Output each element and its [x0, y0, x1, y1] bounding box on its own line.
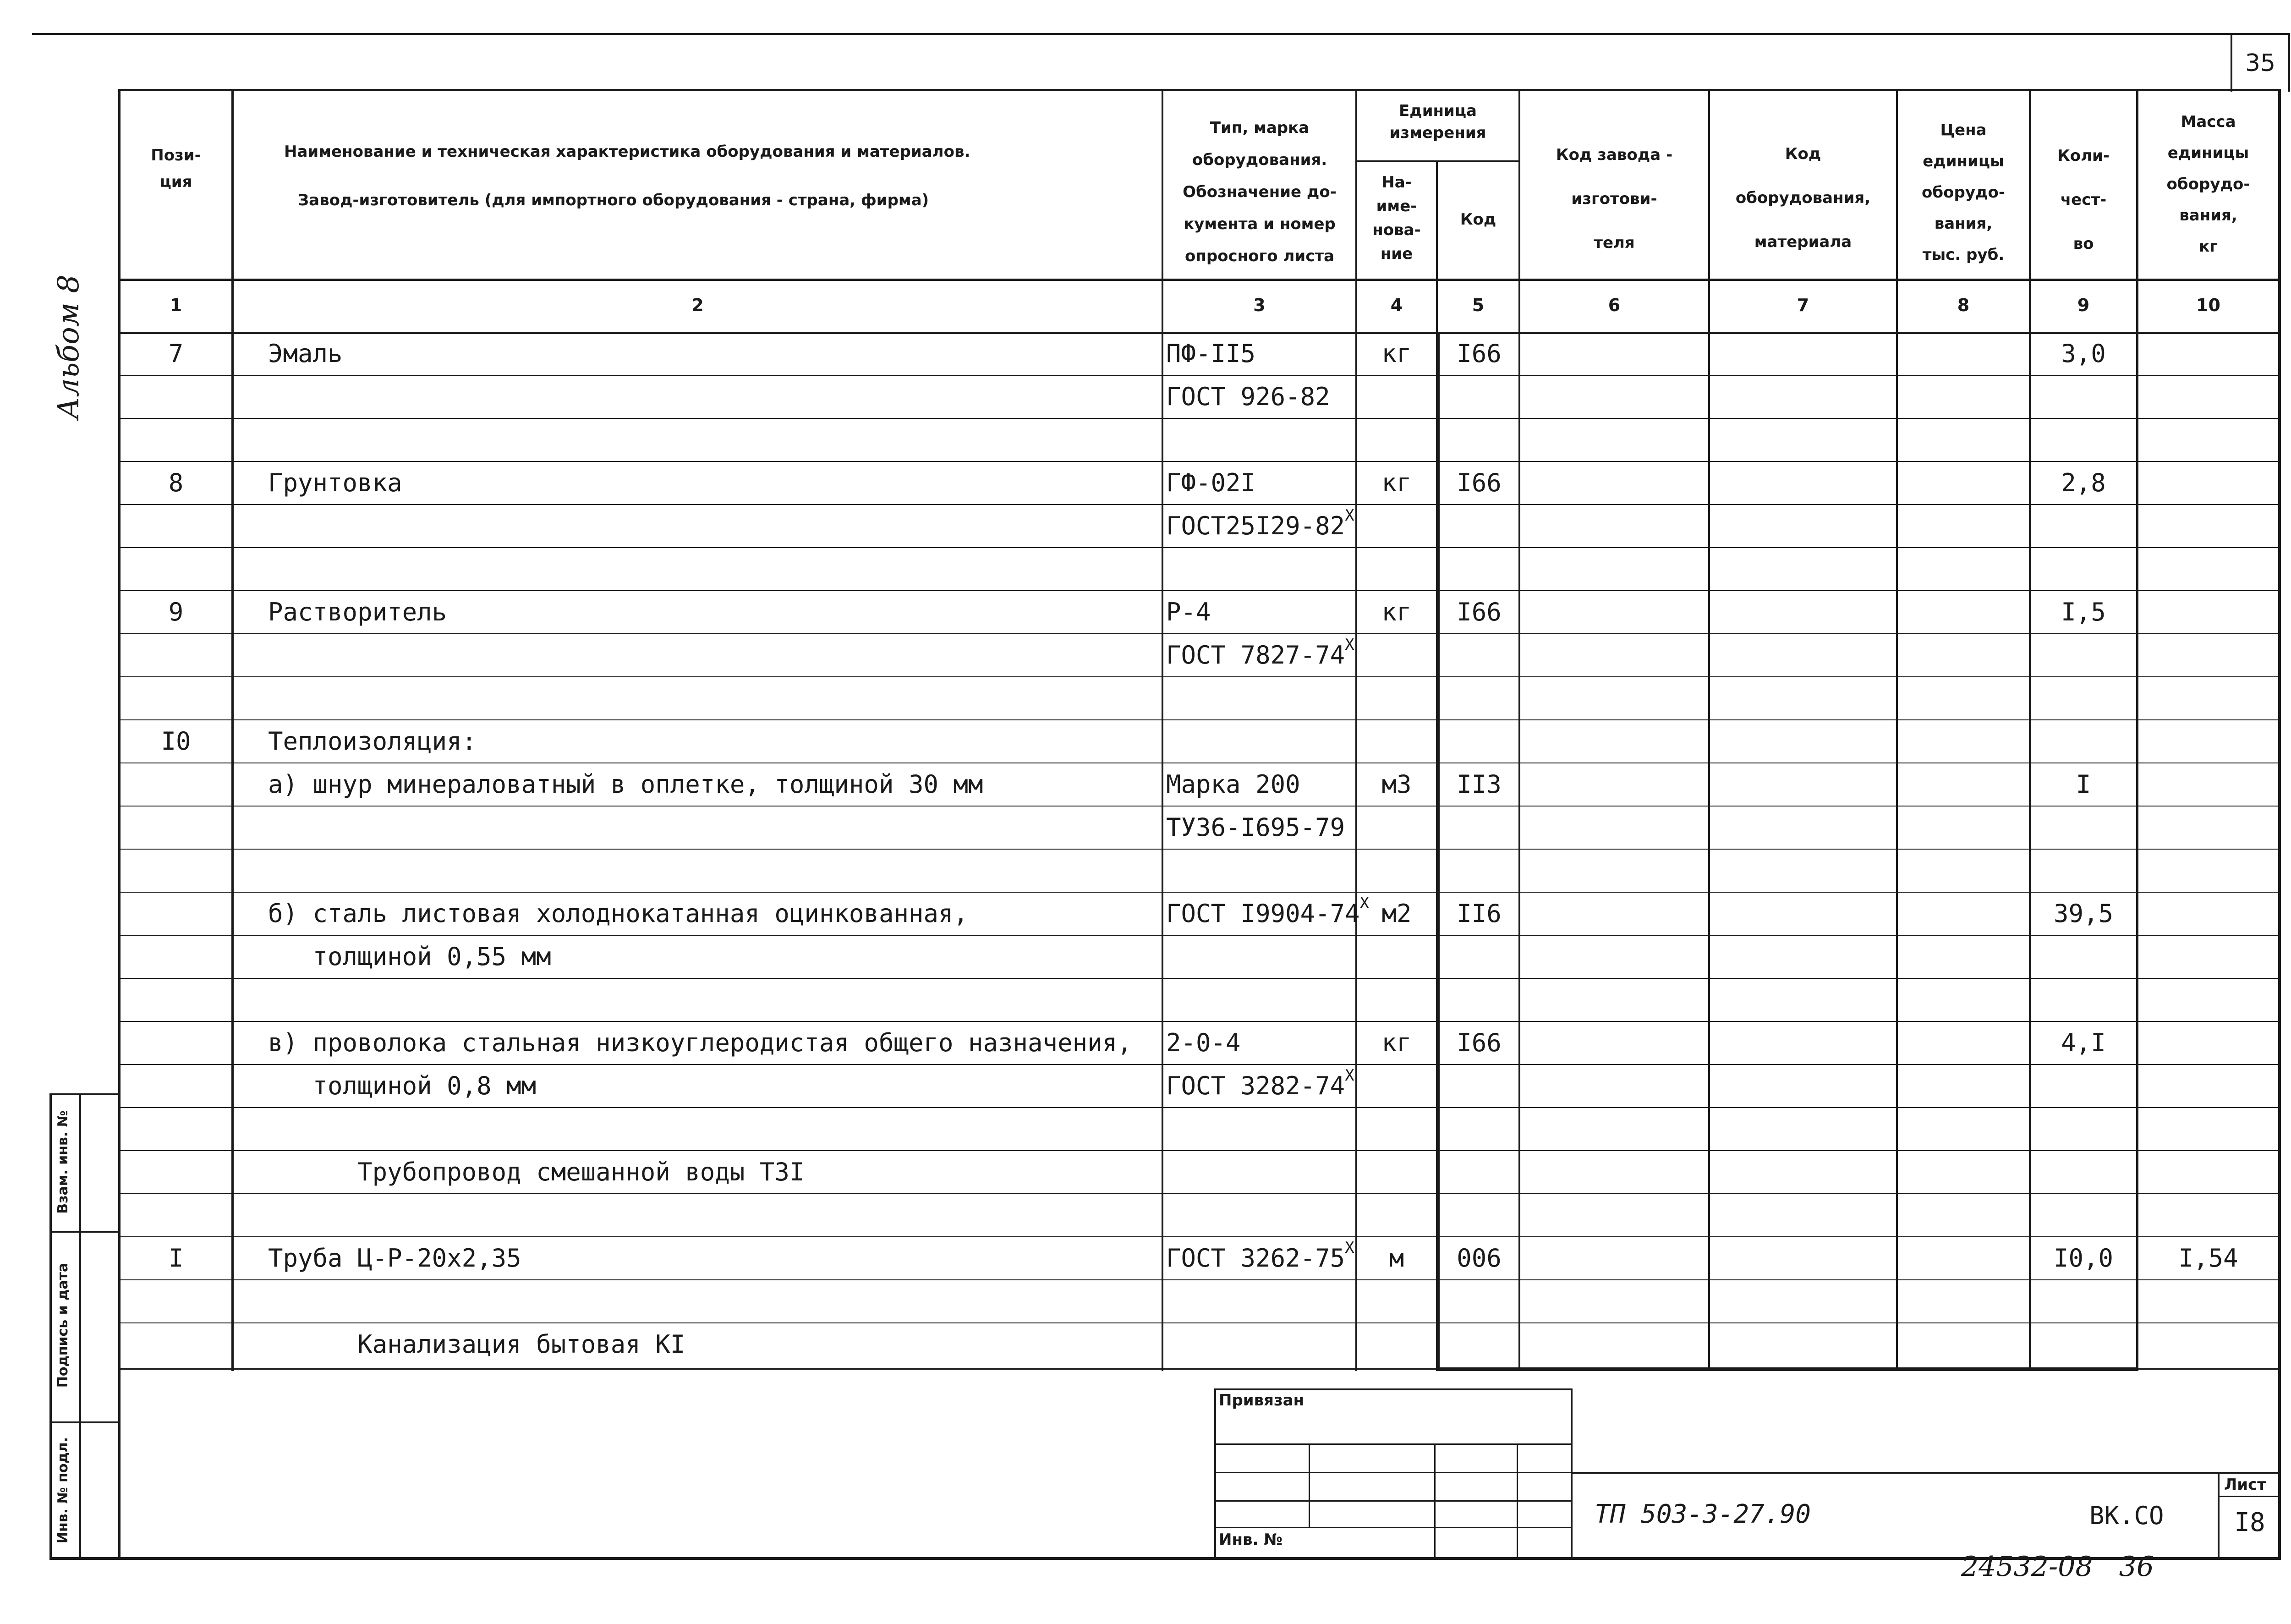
cell-type [1166, 506, 1359, 543]
cell-unit: м [1389, 1244, 1404, 1273]
header-price: Цена единицы оборудо- вания, тыс. руб. [1922, 121, 2005, 264]
colnum-4: 4 [1390, 295, 1403, 315]
colnum-7: 7 [1797, 295, 1809, 315]
cell-pos: I [168, 1244, 184, 1273]
cell-type [1166, 469, 1359, 500]
header-unit-name: На- име- нова- ние [1372, 173, 1421, 263]
header-name-line2: Завод-изготовитель (для импортного оборудования - страна, фирма) [298, 191, 929, 209]
cell-type-text: ГОСТ 3282-74 [1166, 1071, 1345, 1100]
header-name-line1: Наименование и техническая характеристика оборудования и материалов. [284, 143, 970, 161]
cell-unit: м3 [1381, 770, 1412, 799]
cell-unit: кг [1381, 598, 1412, 626]
cell-type [1166, 1029, 1359, 1060]
cell-type [1166, 598, 1359, 629]
header-mass: Масса единицы оборудо- вания, кг [2166, 113, 2250, 256]
cell-qty: I,5 [2061, 598, 2106, 626]
cell-unit: кг [1381, 468, 1412, 497]
stamp-vzam-inv: Взам. инв. № [55, 1110, 71, 1214]
cell-type [1166, 383, 1359, 414]
cell-unit: кг [1381, 1028, 1412, 1057]
cell-name: Эмаль [268, 339, 343, 368]
cell-type-superscript: Х [1359, 894, 1370, 912]
cell-type [1166, 771, 1359, 801]
cell-name: а) шнур минераловатный в оплетке, толщиной 30 мм [268, 770, 983, 799]
cell-type [1166, 636, 1359, 672]
colnum-10: 10 [2196, 295, 2220, 315]
cell-code: I66 [1457, 339, 1502, 368]
cell-code: II6 [1457, 899, 1502, 928]
section-code: ВК.СО [2089, 1501, 2164, 1530]
colnum-6: 6 [1608, 295, 1621, 315]
colnum-5: 5 [1472, 295, 1485, 315]
cell-name: Труба Ц-Р-20х2,35 [268, 1244, 521, 1273]
colnum-1: 1 [170, 295, 182, 315]
cell-code: I66 [1457, 468, 1502, 497]
inv-no-label: Инв. № [1219, 1531, 1283, 1549]
cell-unit: м2 [1381, 899, 1412, 928]
cell-code: 006 [1457, 1244, 1502, 1273]
header-unit-group: Единица измерения [1389, 102, 1486, 142]
stamp-podpis-data: Подпись и дата [55, 1262, 71, 1388]
cell-qty: 2,8 [2061, 468, 2106, 497]
cell-type-text: ГОСТ I9904-74 [1166, 899, 1360, 928]
cell-code: I66 [1457, 1028, 1502, 1057]
stamp-inv-podl: Инв. № подл. [55, 1437, 71, 1544]
header-unit-code: Код [1460, 210, 1496, 229]
cell-qty: I [2076, 770, 2091, 799]
colnum-8: 8 [1957, 295, 1970, 315]
header-quantity: Коли- чест- во [2057, 147, 2110, 253]
cell-pos: I0 [161, 727, 191, 756]
cell-qty: 39,5 [2053, 899, 2114, 928]
cell-type [1166, 894, 1370, 931]
cell-type-superscript: Х [1345, 1239, 1354, 1257]
cell-type-text: Марка 200 [1166, 770, 1300, 799]
cell-type-text: 2-0-4 [1166, 1028, 1241, 1057]
cell-type-text: ТУ36-I695-79 [1166, 813, 1345, 842]
cell-type-superscript: Х [1345, 506, 1354, 525]
cell-pos: 7 [168, 339, 184, 368]
cell-code: I66 [1457, 598, 1502, 626]
cell-unit: кг [1381, 339, 1412, 368]
cell-code: II3 [1457, 770, 1502, 799]
cell-name: б) сталь листовая холоднокатанная оцинкованная, [268, 899, 969, 928]
cell-qty: I0,0 [2053, 1244, 2114, 1273]
privyazan-label: Привязан [1219, 1391, 1304, 1410]
top-rule [32, 33, 2273, 35]
bottom-handwritten-number: 24532-08 36 [1961, 1551, 2154, 1583]
cell-type [1166, 814, 1359, 845]
cell-type-text: ГОСТ 926-82 [1166, 382, 1330, 411]
cell-name: толщиной 0,55 мм [268, 942, 551, 971]
cell-name: толщиной 0,8 мм [268, 1071, 537, 1100]
colnum-3: 3 [1253, 295, 1266, 315]
cell-mass: I,54 [2178, 1244, 2238, 1273]
cell-name: Грунтовка [268, 468, 402, 497]
cell-type-text: ПФ-II5 [1166, 339, 1256, 368]
cell-qty: 3,0 [2061, 339, 2106, 368]
cell-type [1166, 1066, 1359, 1103]
header-equipment-code: Код оборудования, материала [1735, 145, 1871, 251]
cell-type [1166, 1239, 1359, 1275]
doc-code: ТП 503-3-27.90 [1595, 1499, 1811, 1529]
list-label: Лист [2224, 1476, 2266, 1494]
cell-name: в) проволока стальная низкоуглеродистая общего назначения, [268, 1028, 1132, 1057]
colnum-2: 2 [691, 295, 704, 315]
cell-type-superscript: Х [1345, 1066, 1354, 1085]
album-label: Альбом 8 [52, 274, 86, 419]
cell-type-text: ГОСТ25I29-82 [1166, 511, 1345, 540]
cell-type-superscript: Х [1345, 636, 1354, 654]
header-position: Пози- ция [151, 146, 201, 191]
cell-name: Трубопровод смешанной воды Т3I [268, 1158, 805, 1186]
cell-name: Растворитель [268, 598, 447, 626]
cell-name: Теплоизоляция: [268, 727, 477, 756]
sheet-number-top: 35 [2245, 49, 2276, 77]
cell-type-text: ГОСТ 7827-74 [1166, 641, 1345, 669]
cell-name: Канализация бытовая КI [268, 1330, 685, 1359]
cell-type-text: ГОСТ 3262-75 [1166, 1244, 1345, 1273]
cell-type-text: ГФ-02I [1166, 468, 1256, 497]
cell-pos: 8 [168, 468, 184, 497]
colnum-9: 9 [2077, 295, 2090, 315]
cell-type [1166, 340, 1359, 371]
header-factory-code: Код завода - изготови- теля [1556, 146, 1673, 252]
list-number: I8 [2234, 1508, 2265, 1537]
cell-type-text: Р-4 [1166, 598, 1211, 626]
cell-pos: 9 [168, 598, 184, 626]
cell-qty: 4,I [2061, 1028, 2106, 1057]
header-type: Тип, марка оборудования. Обозначение до- кумента и номер опросного листа [1183, 119, 1337, 265]
